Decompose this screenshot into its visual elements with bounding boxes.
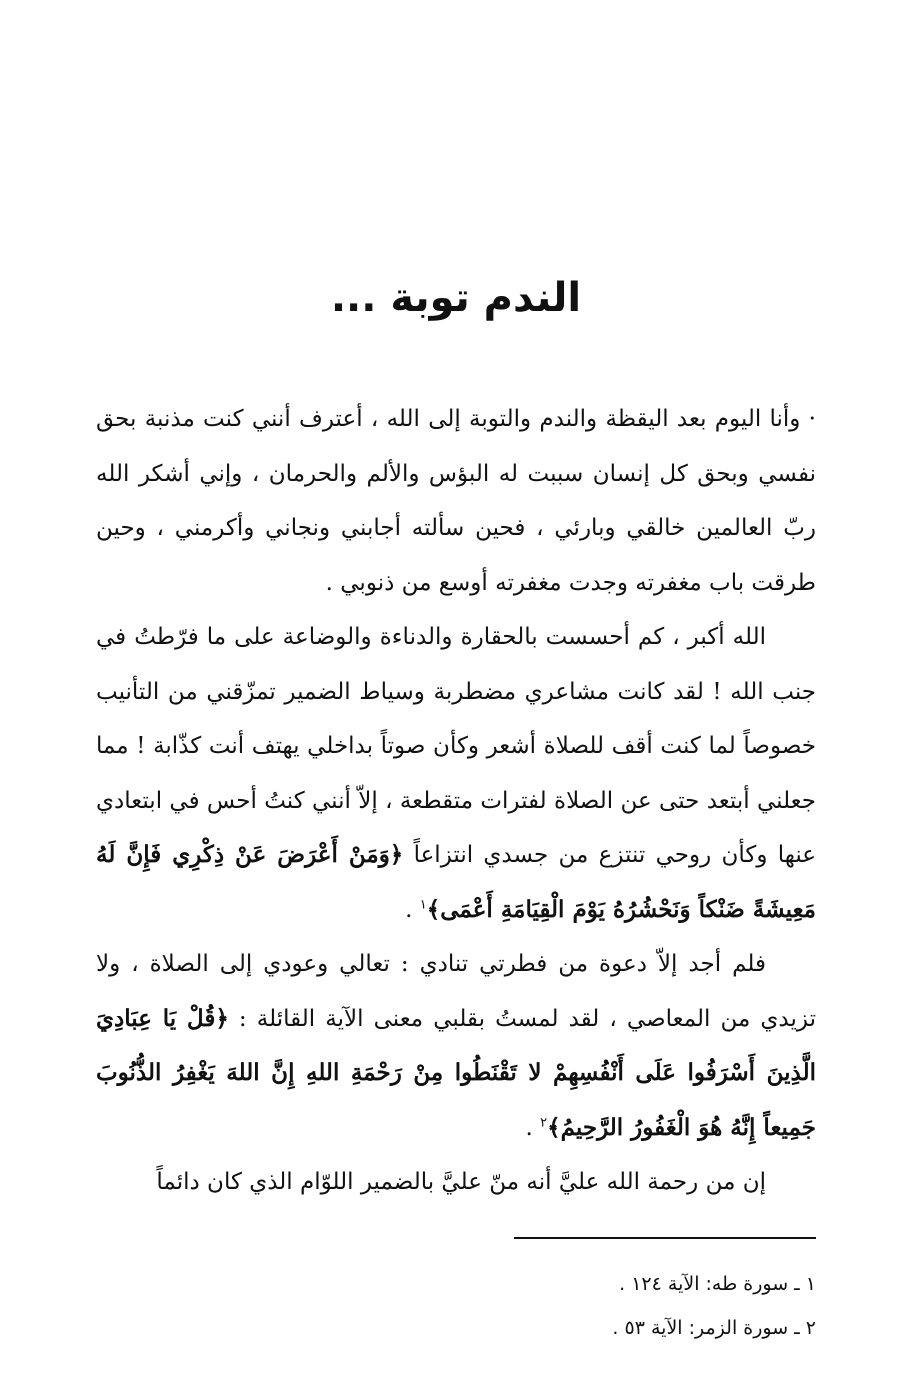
body-text — [96, 392, 816, 1210]
paragraph-3-text: فلم أجد إلاّ دعوة من فطرتي تنادي : تعالي وعودي إلى الصلاة ، ولا تزيدي من المعاصي ، لقد لمستُ بقلبي معنى الآية القائلة : — [96, 951, 816, 1032]
paragraph-4: إن من رحمة الله عليَّ أنه منّ عليَّ بالضمير اللوّام الذي كان دائماً — [156, 1169, 766, 1195]
quran-verse-2: ﴿قُلْ يَا عِبَادِيَ الَّذِينَ أَسْرَفُوا عَلَى أَنْفُسِهِمْ لا تَقْنَطُوا مِنْ رَحْمَةِ اللهِ إِنَّ اللهَ يَغْفِرُ الذُّنُوبَ جَمِيعاً إِنَّهُ هُوَ الْغَفُورُ الرَّحِيمُ﴾ — [96, 1004, 816, 1141]
paragraph-3-end: . — [525, 1114, 541, 1141]
footnote-ref-1: ١ — [419, 896, 427, 912]
footnotes — [216, 1262, 816, 1350]
footnote-ref-2: ٢ — [540, 1114, 548, 1130]
footnote-2: ٢ ـ سورة الزمر: الآية ٥٣ . — [612, 1317, 816, 1339]
paragraph-1: · وأنا اليوم بعد اليقظة والندم والتوبة إلى الله ، أعترف أنني كنت مذنبة بحق نفسي وبحق كل إنسان سببت له البؤس والألم والحرمان ، وإني أشكر الله ربّ العالمين خالقي وبارئي ، فحين سألته أجابني ونجاني وأكرمني ، وحين طرقت باب مغفرته وجدت مغفرته أوسع من ذنوبي . — [96, 406, 816, 596]
footnote-1: ١ ـ سورة طه: الآية ١٢٤ . — [619, 1273, 816, 1295]
paragraph-2 — [96, 610, 816, 937]
quran-verse-1: ﴿وَمَنْ أَعْرَضَ عَنْ ذِكْرِي فَإِنَّ لَهُ مَعِيشَةً ضَنْكاً وَنَحْشُرُهُ يَوْمَ الْقِيَامَةِ أَعْمَى﴾ — [96, 841, 816, 923]
paragraph-3 — [96, 937, 816, 1155]
paragraph-2-text: الله أكبر ، كم أحسست بالحقارة والدناءة والوضاعة على ما فرّطتُ في جنب الله ! لقد كانت مشاعري مضطربة وسياط الضمير تمزّقني من التأنيب خصوصاً لما كنت أقف للصلاة أشعر وكأن صوتاً بداخلي يهتف أنت كذّابة ! مما جعلني أبتعد حتى عن الصلاة لفترات متقطعة ، إلاّ أنني كنتُ أحس في ابتعادي عنها وكأن روحي تنتزع من جسدي انتزاعاً — [96, 624, 816, 868]
footnote-divider — [514, 1237, 816, 1239]
chapter-title: الندم توبة ... — [330, 275, 582, 321]
paragraph-2-end: . — [405, 896, 420, 923]
